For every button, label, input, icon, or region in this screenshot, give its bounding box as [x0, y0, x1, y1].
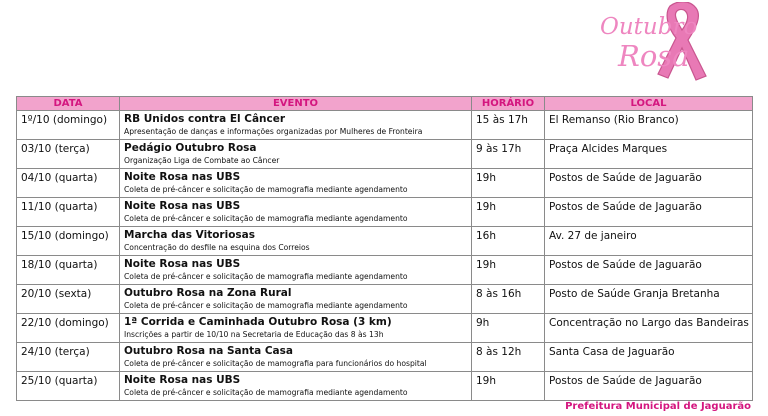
cell-time: [472, 111, 545, 140]
col-header-date: DATA: [17, 97, 120, 111]
event-description: Apresentação de danças e informações organizadas por Mulheres de Fronteira: [124, 127, 423, 136]
logo-line-2: Rosa: [618, 39, 690, 73]
date-text: 18/10 (quarta): [21, 259, 98, 271]
col-header-time: HORÁRIO: [472, 97, 545, 111]
event-description: Coleta de pré-câncer e solicitação de mamografia mediante agendamento: [124, 214, 408, 223]
event-description: Coleta de pré-câncer e solicitação de mamografia mediante agendamento: [124, 185, 408, 194]
date-text: 03/10 (terça): [21, 143, 90, 155]
col-header-place: LOCAL: [545, 97, 753, 111]
place-text: Santa Casa de Jaguarão: [549, 346, 675, 358]
date-text: 22/10 (domingo): [21, 317, 109, 329]
table-row: [17, 227, 753, 256]
cell-event: [120, 343, 472, 372]
event-description: Coleta de pré-câncer e solicitação de mamografia para funcionários do hospital: [124, 359, 427, 368]
event-title: Noite Rosa nas UBS: [124, 374, 241, 386]
cell-event: [120, 285, 472, 314]
event-title: RB Unidos contra El Câncer: [124, 113, 286, 125]
place-text: Postos de Saúde de Jaguarão: [549, 201, 702, 213]
time-text: 9h: [476, 317, 490, 329]
cell-date: [17, 285, 120, 314]
time-text: 16h: [476, 230, 497, 242]
event-description: Concentração do desfile na esquina dos Correios: [124, 243, 310, 252]
cell-date: [17, 111, 120, 140]
date-text: 25/10 (quarta): [21, 375, 98, 387]
table-row: [17, 285, 753, 314]
table-row: [17, 169, 753, 198]
logo-line-1: Outubro: [600, 14, 698, 40]
cell-place: [545, 198, 753, 227]
cell-time: [472, 227, 545, 256]
place-text: Concentração no Largo das Bandeiras: [549, 317, 749, 329]
event-description: Inscrições a partir de 10/10 na Secretaria de Educação das 8 às 13h: [124, 330, 384, 339]
event-title: Pedágio Outubro Rosa: [124, 142, 257, 154]
event-title: Outubro Rosa na Zona Rural: [124, 287, 292, 299]
cell-event: [120, 314, 472, 343]
place-text: El Remanso (Rio Branco): [549, 114, 679, 126]
cell-time: [472, 198, 545, 227]
footer-credit: Prefeitura Municipal de Jaguarão: [565, 401, 751, 412]
time-text: 8 às 12h: [476, 346, 522, 358]
event-title: Noite Rosa nas UBS: [124, 200, 241, 212]
cell-place: [545, 372, 753, 401]
cell-time: [472, 343, 545, 372]
cell-place: [545, 169, 753, 198]
date-text: 04/10 (quarta): [21, 172, 98, 184]
cell-place: [545, 343, 753, 372]
place-text: Av. 27 de janeiro: [549, 230, 637, 242]
cell-event: [120, 227, 472, 256]
date-text: 20/10 (sexta): [21, 288, 92, 300]
cell-event: [120, 256, 472, 285]
cell-place: [545, 256, 753, 285]
cell-place: [545, 140, 753, 169]
event-description: Coleta de pré-câncer e solicitação de mamografia mediante agendamento: [124, 272, 408, 281]
cell-date: [17, 227, 120, 256]
place-text: Praça Alcides Marques: [549, 143, 668, 155]
cell-time: [472, 314, 545, 343]
cell-place: [545, 314, 753, 343]
cell-event: [120, 169, 472, 198]
event-title: Outubro Rosa na Santa Casa: [124, 345, 293, 357]
date-text: 15/10 (domingo): [21, 230, 109, 242]
table-row: [17, 343, 753, 372]
time-text: 19h: [476, 172, 497, 184]
time-text: 19h: [476, 259, 497, 271]
cell-date: [17, 256, 120, 285]
place-text: Postos de Saúde de Jaguarão: [549, 172, 702, 184]
event-schedule-table: [16, 96, 753, 401]
cell-time: [472, 285, 545, 314]
event-title: Noite Rosa nas UBS: [124, 258, 241, 270]
time-text: 9 às 17h: [476, 143, 522, 155]
time-text: 8 às 16h: [476, 288, 522, 300]
event-description: Organização Liga de Combate ao Câncer: [124, 156, 280, 165]
event-title: Noite Rosa nas UBS: [124, 171, 241, 183]
time-text: 19h: [476, 201, 497, 213]
place-text: Postos de Saúde de Jaguarão: [549, 259, 702, 271]
table-row: [17, 256, 753, 285]
cell-place: [545, 227, 753, 256]
table-row: [17, 111, 753, 140]
cell-date: [17, 198, 120, 227]
cell-time: [472, 256, 545, 285]
cell-date: [17, 140, 120, 169]
cell-event: [120, 111, 472, 140]
cell-place: [545, 285, 753, 314]
table-header-row: [17, 97, 753, 111]
table-row: [17, 140, 753, 169]
event-description: Coleta de pré-câncer e solicitação de mamografia mediante agendamento: [124, 301, 408, 310]
time-text: 15 às 17h: [476, 114, 528, 126]
table-row: [17, 314, 753, 343]
event-title: Marcha das Vitoriosas: [124, 229, 256, 241]
cell-date: [17, 343, 120, 372]
cell-time: [472, 140, 545, 169]
cell-time: [472, 169, 545, 198]
event-description: Coleta de pré-câncer e solicitação de mamografia mediante agendamento: [124, 388, 408, 397]
date-text: 11/10 (quarta): [21, 201, 98, 213]
cell-place: [545, 111, 753, 140]
cell-event: [120, 140, 472, 169]
date-text: 24/10 (terça): [21, 346, 90, 358]
cell-event: [120, 198, 472, 227]
place-text: Posto de Saúde Granja Bretanha: [549, 288, 720, 300]
place-text: Postos de Saúde de Jaguarão: [549, 375, 702, 387]
date-text: 1º/10 (domingo): [21, 114, 108, 126]
outubro-rosa-logo: [594, 2, 714, 84]
table-row: [17, 198, 753, 227]
cell-date: [17, 169, 120, 198]
col-header-event: EVENTO: [120, 97, 472, 111]
cell-event: [120, 372, 472, 401]
table-row: [17, 372, 753, 401]
cell-date: [17, 314, 120, 343]
time-text: 19h: [476, 375, 497, 387]
event-title: 1ª Corrida e Caminhada Outubro Rosa (3 km): [124, 316, 392, 328]
cell-time: [472, 372, 545, 401]
cell-date: [17, 372, 120, 401]
